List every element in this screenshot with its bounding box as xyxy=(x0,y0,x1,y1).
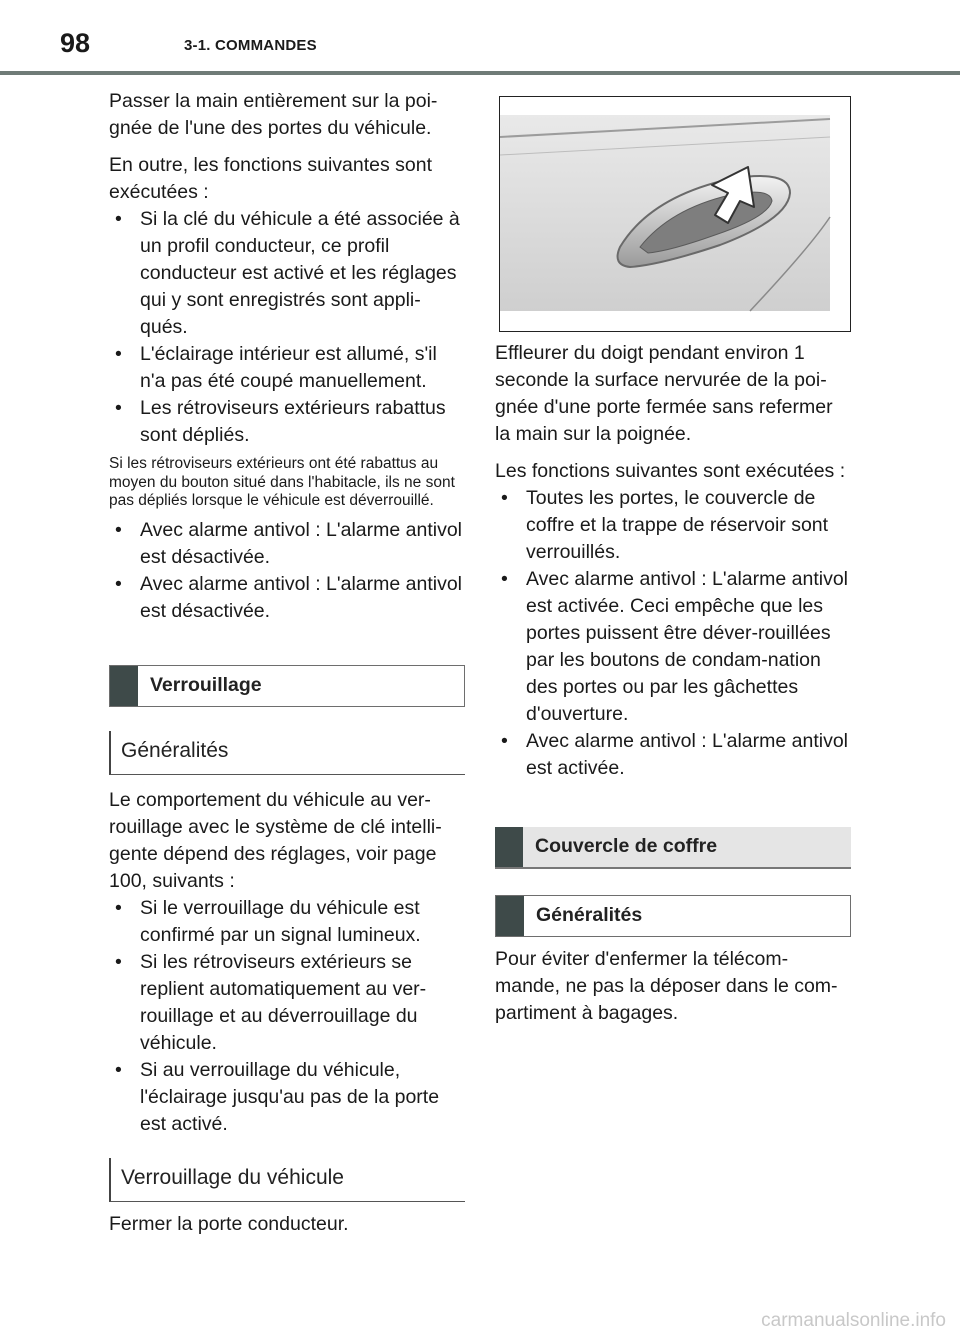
list-item: • Les rétroviseurs extérieurs rabattus sont dépliés. xyxy=(109,395,467,449)
subheading-verrouillage-vehicule xyxy=(109,1158,465,1202)
following-paragraph: Les fonctions suivantes sont exécutées : xyxy=(495,460,846,482)
list-item: • Si la clé du véhicule a été associée à un profil conducteur, ce profil conducteur est activé et les réglages qui y sont enregistrés sont appli-qués. xyxy=(109,206,467,341)
locking-functions-list xyxy=(495,485,853,782)
heading-bar xyxy=(110,666,138,706)
list-item: • Avec alarme antivol : L'alarme antivol est activée. Ceci empêche que les portes puissent être déver-rouillées par les boutons de condam-nation des portes ou par les gâchettes d'ouverture. xyxy=(495,566,853,728)
list-item: • Si le verrouillage du véhicule est confirmé par un signal lumineux. xyxy=(109,895,467,949)
watermark: carmanualsonline.info xyxy=(761,1310,946,1331)
right-column-top xyxy=(495,340,853,788)
section-title: 3-1. COMMANDES xyxy=(184,37,317,54)
list-item: • Avec alarme antivol : L'alarme antivol est désactivée. xyxy=(109,517,467,571)
heading-bar xyxy=(496,896,524,936)
heading-generalites-right xyxy=(495,895,851,937)
subheading-generalites xyxy=(109,731,465,775)
list-item: • Si les rétroviseurs extérieurs se replient automatiquement au ver-rouillage et au déverrouillage du véhicule. xyxy=(109,949,467,1057)
settings-list xyxy=(109,895,467,1138)
left-column-middle xyxy=(109,787,467,1144)
header-divider xyxy=(0,71,960,75)
note-paragraph: Si les rétroviseurs extérieurs ont été rabattus au moyen du bouton situé dans l'habitacle, ils ne sont pas dépliés lorsque le véhicule est déverrouillé. xyxy=(109,455,455,509)
intro-paragraph: Passer la main entièrement sur la poi-gnée de l'une des portes du véhicule. xyxy=(109,90,438,139)
right-column-bottom xyxy=(495,946,853,1037)
subheading-title: Verrouillage du véhicule xyxy=(121,1166,344,1189)
heading-bar xyxy=(495,827,523,867)
functions-list xyxy=(109,206,467,449)
list-item: • L'éclairage intérieur est allumé, s'il n'a pas été coupé manuellement. xyxy=(109,341,467,395)
list-item: • Avec alarme antivol : L'alarme antivol est activée. xyxy=(495,728,853,782)
alarm-list xyxy=(109,517,467,625)
heading-title: Verrouillage xyxy=(150,674,262,696)
heading-couvercle-de-coffre xyxy=(495,827,851,869)
list-item: • Toutes les portes, le couvercle de coffre et la trappe de réservoir sont verrouillés. xyxy=(495,485,853,566)
page-number: 98 xyxy=(60,28,91,58)
avoid-paragraph: Pour éviter d'enfermer la télécom-mande, ne pas la déposer dans le com-partiment à bagages. xyxy=(495,948,838,1024)
door-handle-illustration xyxy=(499,96,851,332)
behaviour-paragraph: Le comportement du véhicule au ver-rouillage avec le système de clé intelli-gente dépend des réglages, voir page 100, suivants : xyxy=(109,789,442,892)
also-paragraph: En outre, les fonctions suivantes sont exécutées : xyxy=(109,154,433,203)
touch-paragraph: Effleurer du doigt pendant environ 1 seconde la surface nervurée de la poi-gnée d'une porte fermée sans refermer la main sur la poignée. xyxy=(495,342,833,445)
heading-title: Généralités xyxy=(536,904,643,926)
subheading-title: Généralités xyxy=(121,739,229,762)
door-handle-drawing xyxy=(500,97,850,331)
heading-title: Couvercle de coffre xyxy=(535,835,718,857)
list-item: • Avec alarme antivol : L'alarme antivol est désactivée. xyxy=(109,571,467,625)
left-column-bottom xyxy=(109,1211,467,1248)
heading-verrouillage xyxy=(109,665,465,707)
left-column-top xyxy=(109,88,467,631)
close-door-paragraph: Fermer la porte conducteur. xyxy=(109,1213,349,1235)
list-item: • Si au verrouillage du véhicule, l'éclairage jusqu'au pas de la porte est activé. xyxy=(109,1057,467,1138)
page-header xyxy=(0,0,960,78)
